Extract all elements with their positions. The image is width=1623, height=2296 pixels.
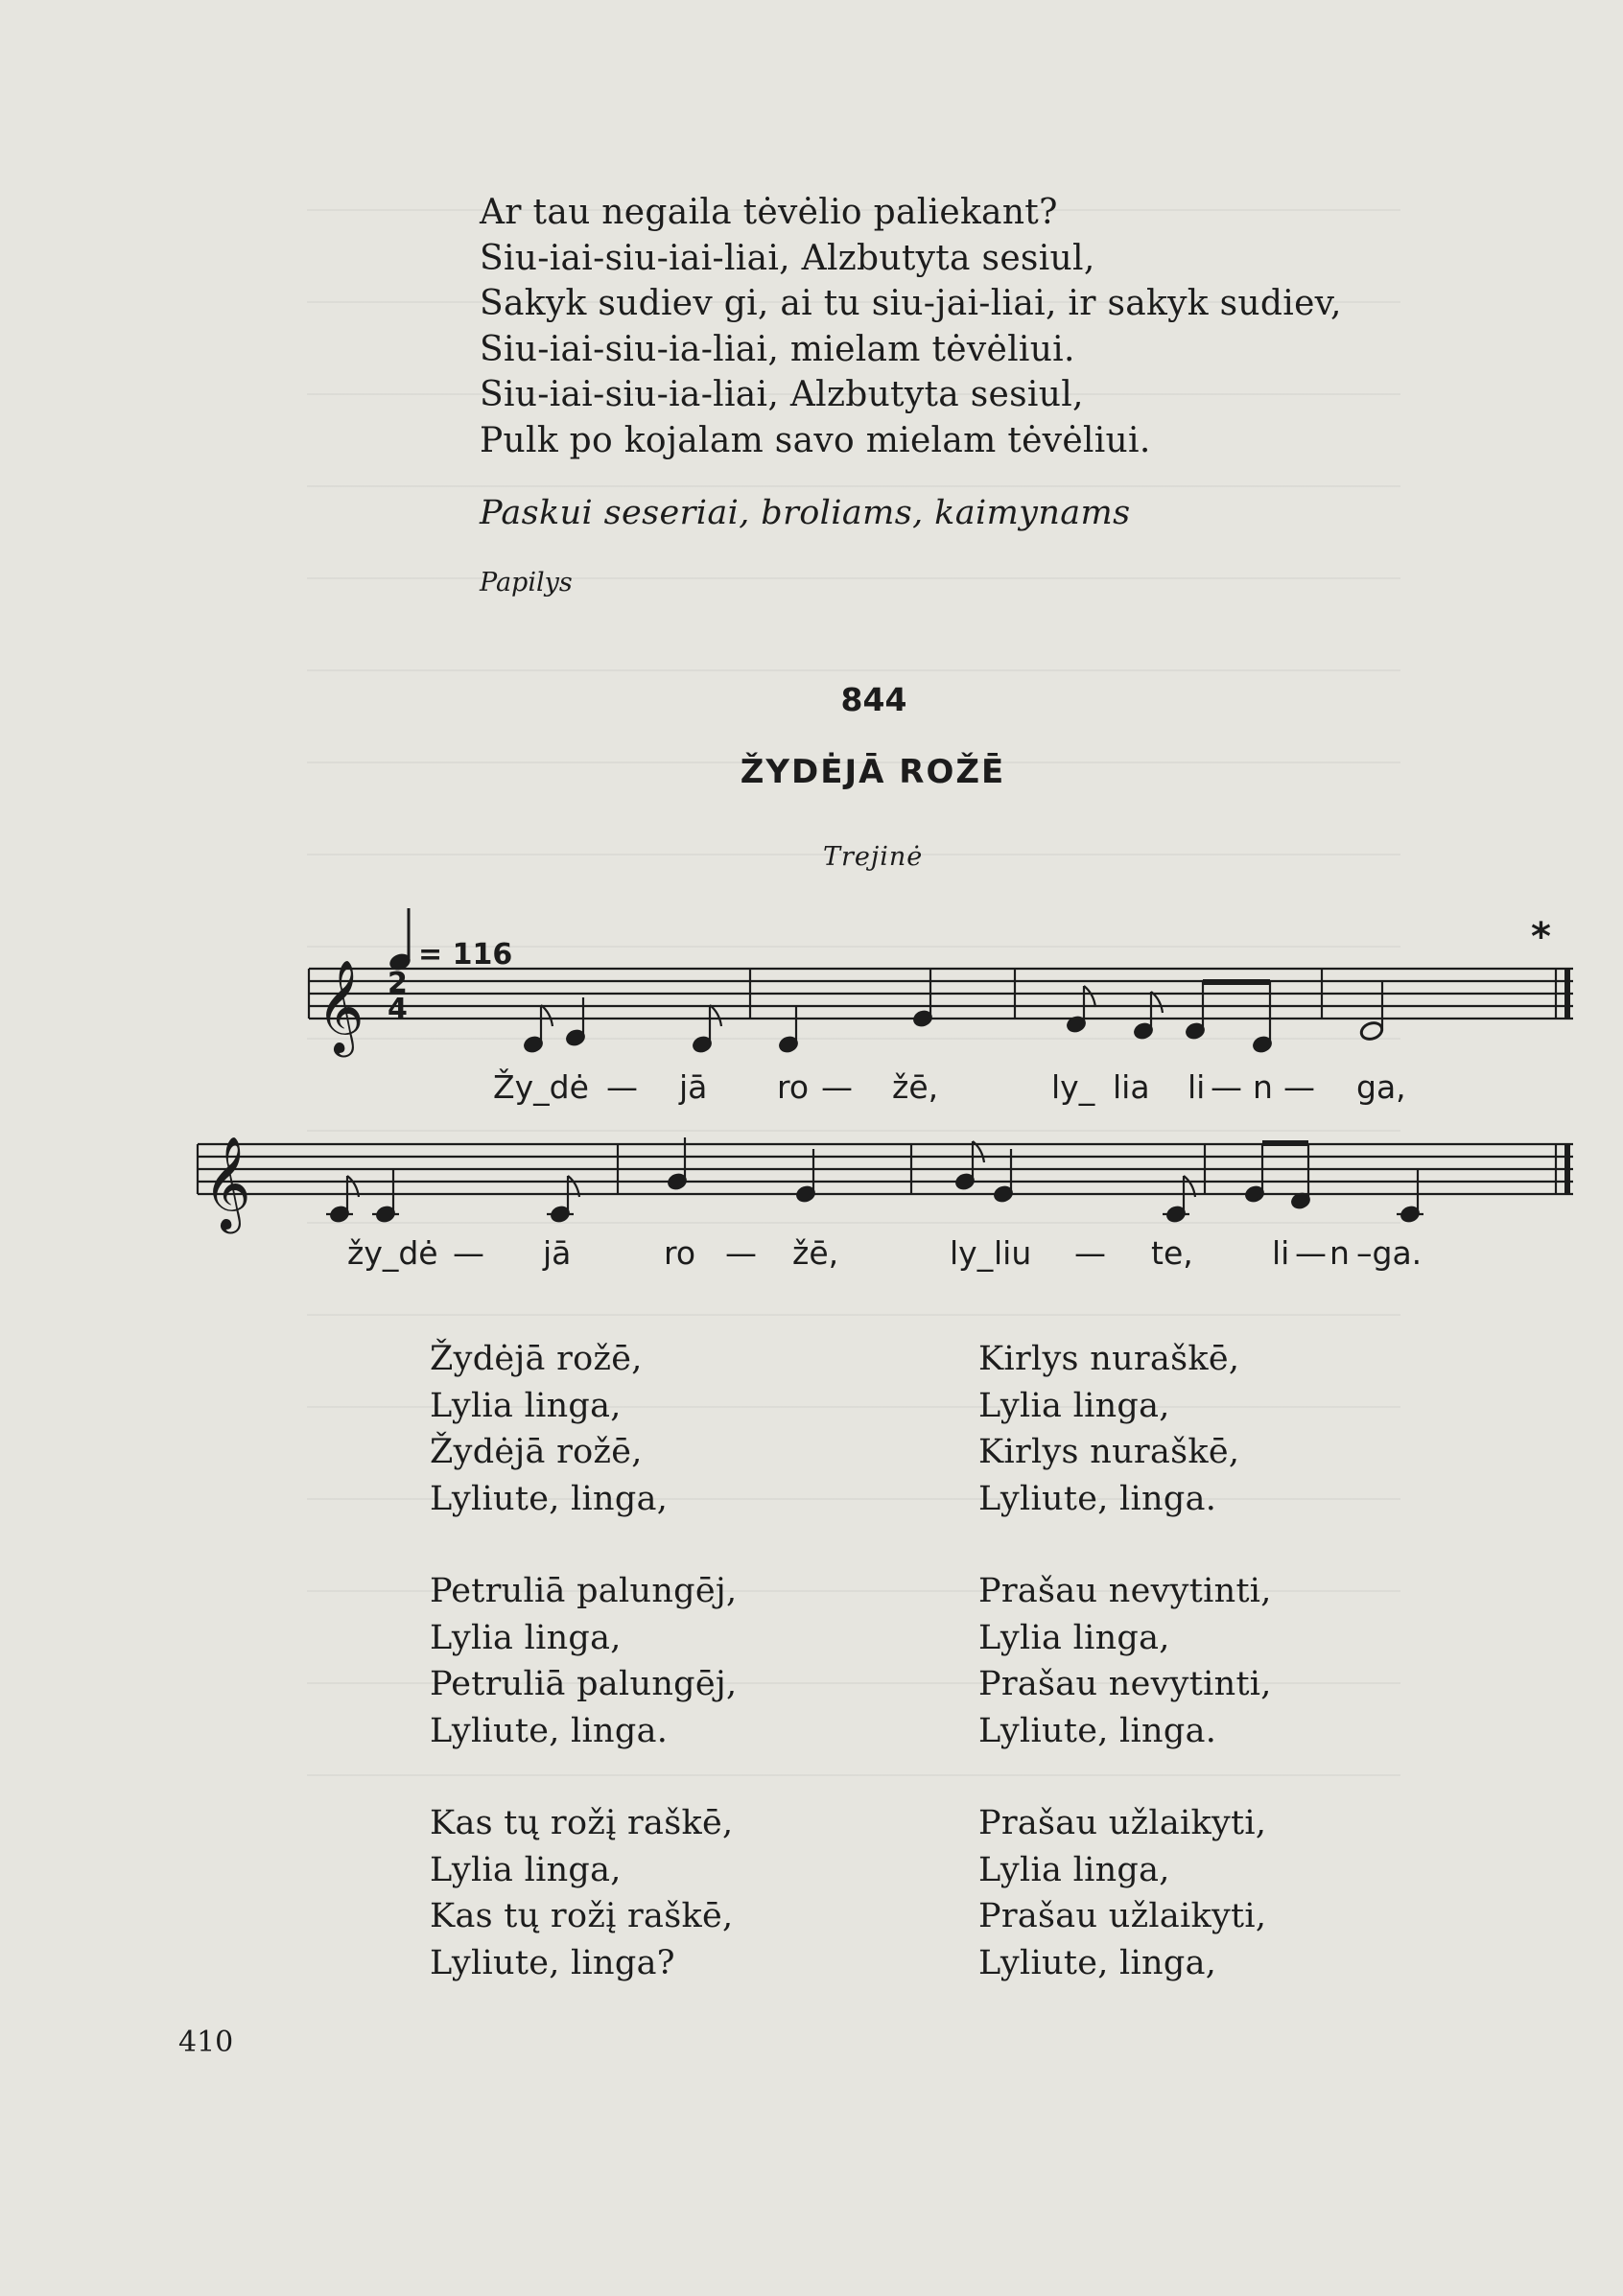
verse-1-left (430, 1336, 668, 1522)
verse-line: Lylia linga, (430, 1386, 622, 1425)
verse-line: Prašau užlaikyti, (978, 1897, 1267, 1935)
treble-clef-icon: 𝄞 (317, 959, 365, 1053)
syllable: ro (664, 1234, 696, 1272)
verse-line: Lyliute, linga. (978, 1479, 1217, 1518)
syllable: ga, (1356, 1068, 1406, 1106)
stanza-line: Siu-iai-siu-ia-liai, mielam tėvėliui. (480, 329, 1075, 369)
syllable: — (725, 1234, 757, 1272)
verse-line: Prašau užlaikyti, (978, 1804, 1267, 1842)
syllable: n (1329, 1234, 1350, 1272)
verse-2-left (430, 1568, 737, 1754)
syllable: žy_dė (347, 1234, 438, 1272)
time-sig-bottom: 4 (388, 993, 408, 1026)
stanza-line: Pulk po kojalam savo mielam tėvėliui. (480, 420, 1151, 460)
time-sig-top: 2 (388, 967, 408, 1000)
verse-2-right (978, 1568, 1272, 1754)
treble-clef-icon: 𝄞 (203, 1136, 251, 1230)
staff-2-lyrics (347, 1234, 1422, 1272)
syllable: lia (1113, 1068, 1150, 1106)
syllable: te, (1151, 1234, 1193, 1272)
staff-2-notes (326, 1137, 1423, 1224)
verse-line: Lyliute, linga. (430, 1711, 669, 1750)
syllable: liu (994, 1234, 1032, 1272)
page-number: 410 (178, 2026, 234, 2059)
syllable: –ga. (1356, 1234, 1423, 1272)
syllable: — (1283, 1068, 1315, 1106)
verse-3-right (978, 1800, 1266, 1986)
syllable: žē, (892, 1068, 939, 1106)
verse-line: Lylia linga, (978, 1386, 1170, 1425)
syllable: ro (777, 1068, 810, 1106)
syllable: jā (543, 1234, 572, 1272)
syllable: — (453, 1234, 484, 1272)
verse-line: Žydėjā rožē, (430, 1340, 643, 1378)
verse-line: Kirlys nuraškē, (978, 1433, 1240, 1471)
syllable: li (1188, 1068, 1206, 1106)
verse-1-right (978, 1336, 1239, 1522)
song-form: Trejinė (823, 842, 924, 872)
verse-line: Lylia linga, (430, 1618, 622, 1657)
verse-line: Kirlys nuraškē, (978, 1340, 1240, 1378)
syllable: žē, (792, 1234, 839, 1272)
tempo-value: = 116 (418, 938, 513, 972)
verse-3-left (430, 1800, 733, 1986)
verse-line: Lylia linga, (978, 1850, 1170, 1889)
verse-line: Kas tų rožį raškē, (430, 1804, 734, 1842)
verse-line: Lyliute, linga, (978, 1943, 1217, 1982)
stanza-line: Siu-iai-siu-ia-liai, Alzbutyta sesiul, (480, 375, 1084, 414)
staff-1 (309, 969, 1573, 1019)
verse-line: Prašau nevytinti, (978, 1665, 1272, 1703)
stanza-line: Siu-iai-siu-iai-liai, Alzbutyta sesiul, (480, 238, 1095, 278)
verse-line: Žydėjā rožē, (430, 1433, 643, 1471)
syllable: — (1295, 1234, 1327, 1272)
verse-line: Lyliute, linga? (430, 1943, 675, 1982)
verse-line: Lyliute, linga. (978, 1711, 1217, 1750)
verse-line: Lylia linga, (978, 1618, 1170, 1657)
syllable: — (1074, 1234, 1106, 1272)
verse-line: Lyliute, linga, (430, 1479, 669, 1518)
closing-note: Paskui seseriai, broliams, kaimynams (480, 494, 1131, 532)
staff-2 (198, 1144, 1573, 1194)
syllable: Žy_dė (493, 1068, 589, 1106)
stanza-line: Sakyk sudiev gi, ai tu siu-jai-liai, ir sakyk sudiev, (480, 284, 1342, 323)
verse-line: Kas tų rožį raškē, (430, 1897, 734, 1935)
song-source: Papilys (480, 568, 573, 597)
verse-line: Prašau nevytinti, (978, 1572, 1272, 1610)
syllable: n (1253, 1068, 1273, 1106)
asterisk-mark: * (1531, 915, 1551, 959)
verse-line: Petruliā palungēj, (430, 1665, 738, 1703)
staff-1-lyrics (493, 1067, 1406, 1106)
syllable: ly_ (950, 1234, 994, 1272)
verse-line: Lylia linga, (430, 1850, 622, 1889)
syllable: li (1272, 1234, 1290, 1272)
syllable: — (606, 1068, 638, 1106)
verse-line: Petruliā palungēj, (430, 1572, 738, 1610)
stanza-line: Ar tau negaila tėvėlio paliekant? (480, 193, 1058, 232)
song-number: 844 (840, 681, 907, 718)
song-title: ŽYDĖJĀ ROŽĒ (740, 753, 1006, 791)
syllable: ly_ (1051, 1068, 1095, 1106)
syllable: — (1211, 1068, 1242, 1106)
syllable: jā (679, 1068, 708, 1106)
syllable: — (821, 1068, 853, 1106)
